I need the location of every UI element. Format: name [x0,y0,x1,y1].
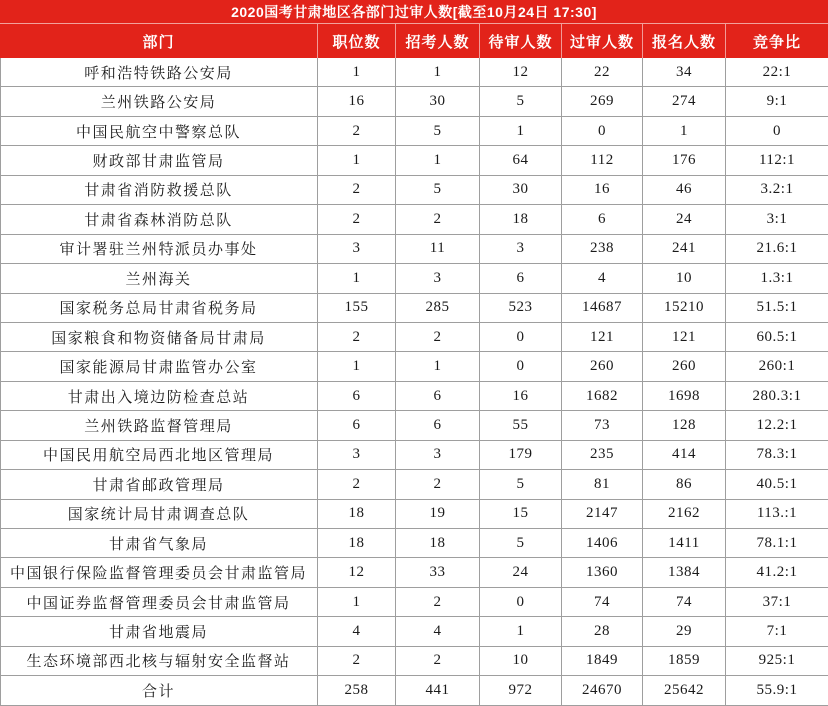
positions-cell: 155 [318,294,396,322]
passed-review-cell: 4 [562,264,643,292]
applicants-cell: 1384 [643,558,726,586]
positions-cell: 6 [318,411,396,439]
passed-review-cell: 81 [562,470,643,498]
recruits-cell: 33 [396,558,480,586]
department-name: 兰州铁路监督管理局 [0,411,318,439]
department-name: 兰州海关 [0,264,318,292]
pending-review-cell: 5 [480,87,562,115]
table-row [0,411,828,440]
recruits-cell: 3 [396,264,480,292]
header-pending-review: 待审人数 [480,24,562,58]
recruits-cell: 2 [396,647,480,675]
competition-ratio-cell: 3:1 [766,210,788,227]
header-row [0,24,828,58]
header-passed-review: 过审人数 [562,24,643,58]
recruits-cell: 1 [396,58,480,86]
passed-review-cell: 1682 [562,382,643,410]
table-row [0,529,828,558]
pending-review-cell: 30 [480,176,562,204]
table-row [0,235,828,264]
recruits-cell: 2 [396,588,480,616]
pending-review-cell: 64 [480,146,562,174]
department-name: 甘肃省气象局 [0,529,318,557]
total-recruits: 441 [396,676,480,704]
department-name: 中国银行保险监督管理委员会甘肃监管局 [0,558,318,586]
applicants-cell: 10 [643,264,726,292]
positions-cell: 2 [318,205,396,233]
passed-review-cell: 238 [562,235,643,263]
department-name: 甘肃省森林消防总队 [0,205,318,233]
table-row [0,647,828,676]
pending-review-cell: 0 [480,323,562,351]
pending-review-cell: 18 [480,205,562,233]
positions-cell: 1 [318,58,396,86]
passed-review-cell: 1849 [562,647,643,675]
passed-review-cell: 269 [562,87,643,115]
competition-ratio-cell: 51.5:1 [756,299,798,316]
passed-review-cell: 0 [562,117,643,145]
table-row [0,500,828,529]
passed-review-cell: 2147 [562,500,643,528]
pending-review-cell: 12 [480,58,562,86]
recruits-cell: 1 [396,352,480,380]
table-row [0,117,828,146]
department-name: 国家税务总局甘肃省税务局 [0,294,318,322]
applicants-cell: 241 [643,235,726,263]
total-passed-review: 24670 [562,676,643,704]
recruits-cell: 19 [396,500,480,528]
table-row [0,264,828,293]
total-row [0,676,828,705]
pending-review-cell: 3 [480,235,562,263]
recruits-cell: 4 [396,617,480,645]
department-name: 国家粮食和物资储备局甘肃局 [0,323,318,351]
positions-cell: 16 [318,87,396,115]
table-row [0,352,828,381]
competition-ratio-cell: 9:1 [766,93,788,110]
department-name: 甘肃省消防救援总队 [0,176,318,204]
table-row [0,617,828,646]
positions-cell: 18 [318,500,396,528]
table-row [0,87,828,116]
recruits-cell: 3 [396,441,480,469]
passed-review-cell: 16 [562,176,643,204]
recruits-cell: 5 [396,176,480,204]
positions-cell: 1 [318,264,396,292]
applicants-cell: 274 [643,87,726,115]
department-name: 甘肃省地震局 [0,617,318,645]
passed-review-cell: 121 [562,323,643,351]
recruits-cell: 30 [396,87,480,115]
table-row [0,558,828,587]
applicants-cell: 24 [643,205,726,233]
competition-ratio-cell: 78.3:1 [756,446,798,463]
positions-cell: 2 [318,470,396,498]
pending-review-cell: 15 [480,500,562,528]
applicants-cell: 1698 [643,382,726,410]
applicants-cell: 29 [643,617,726,645]
competition-ratio-cell: 3.2:1 [760,181,794,198]
positions-cell: 2 [318,647,396,675]
pending-review-cell: 5 [480,529,562,557]
competition-ratio-cell: 113.:1 [756,505,798,522]
competition-ratio-cell: 7:1 [766,623,788,640]
table-row [0,382,828,411]
pending-review-cell: 1 [480,117,562,145]
passed-review-cell: 1360 [562,558,643,586]
competition-ratio-cell: 0 [773,122,781,139]
recruits-cell: 18 [396,529,480,557]
department-name: 甘肃出入境边防检查总站 [0,382,318,410]
department-name: 国家能源局甘肃监管办公室 [0,352,318,380]
department-name: 兰州铁路公安局 [0,87,318,115]
passed-review-cell: 235 [562,441,643,469]
table-title: 2020国考甘肃地区各部门过审人数[截至10月24日 17:30] [0,0,828,24]
table-row [0,441,828,470]
table-row [0,323,828,352]
pending-review-cell: 0 [480,588,562,616]
applicants-cell: 1859 [643,647,726,675]
competition-ratio-cell: 78.1:1 [756,534,798,551]
applicants-cell: 1 [643,117,726,145]
applicants-cell: 2162 [643,500,726,528]
table-row [0,294,828,323]
passed-review-cell: 74 [562,588,643,616]
positions-cell: 18 [318,529,396,557]
header-positions: 职位数 [318,24,396,58]
applicants-cell: 15210 [643,294,726,322]
recruits-cell: 1 [396,146,480,174]
pending-review-cell: 24 [480,558,562,586]
header-recruits: 招考人数 [396,24,480,58]
table-row [0,176,828,205]
applicants-cell: 260 [643,352,726,380]
total-label: 合计 [0,676,318,704]
pending-review-cell: 5 [480,470,562,498]
recruits-cell: 2 [396,323,480,351]
passed-review-cell: 260 [562,352,643,380]
competition-ratio-cell: 21.6:1 [756,240,798,257]
competition-ratio-cell: 1.3:1 [760,269,794,286]
competition-ratio-cell: 280.3:1 [752,387,802,404]
competition-ratio-cell: 112:1 [758,152,796,169]
recruits-cell: 11 [396,235,480,263]
positions-cell: 3 [318,441,396,469]
applicants-cell: 86 [643,470,726,498]
recruits-cell: 285 [396,294,480,322]
competition-ratio-cell: 41.2:1 [756,564,798,581]
applicants-cell: 34 [643,58,726,86]
applicants-cell: 74 [643,588,726,616]
competition-ratio-cell: 260:1 [758,358,796,375]
positions-cell: 1 [318,352,396,380]
applicants-cell: 414 [643,441,726,469]
department-name: 中国民航空中警察总队 [0,117,318,145]
department-name: 甘肃省邮政管理局 [0,470,318,498]
positions-cell: 3 [318,235,396,263]
applicants-cell: 46 [643,176,726,204]
applicants-cell: 128 [643,411,726,439]
table-row [0,58,828,87]
positions-cell: 6 [318,382,396,410]
applicants-cell: 121 [643,323,726,351]
table-row [0,470,828,499]
pending-review-cell: 523 [480,294,562,322]
competition-ratio-cell: 925:1 [758,652,796,669]
applicants-cell: 176 [643,146,726,174]
positions-cell: 2 [318,323,396,351]
recruits-cell: 2 [396,470,480,498]
positions-cell: 12 [318,558,396,586]
competition-ratio-cell: 37:1 [762,593,792,610]
department-name: 生态环境部西北核与辐射安全监督站 [0,647,318,675]
department-name: 中国证券监督管理委员会甘肃监管局 [0,588,318,616]
positions-cell: 2 [318,117,396,145]
competition-ratio-cell: 60.5:1 [756,328,798,345]
pending-review-cell: 10 [480,647,562,675]
recruits-cell: 5 [396,117,480,145]
passed-review-cell: 73 [562,411,643,439]
pending-review-cell: 0 [480,352,562,380]
total-competition-ratio: 55.9:1 [756,681,798,698]
department-name: 财政部甘肃监管局 [0,146,318,174]
positions-cell: 1 [318,588,396,616]
department-name: 呼和浩特铁路公安局 [0,58,318,86]
recruits-cell: 2 [396,205,480,233]
applicants-cell: 1411 [643,529,726,557]
recruits-cell: 6 [396,382,480,410]
header-applicants: 报名人数 [643,24,726,58]
pending-review-cell: 179 [480,441,562,469]
total-positions: 258 [318,676,396,704]
competition-ratio-cell: 12.2:1 [756,416,798,433]
table-row [0,146,828,175]
positions-cell: 1 [318,146,396,174]
header-competition-ratio: 竞争比 [752,33,801,51]
passed-review-cell: 22 [562,58,643,86]
total-applicants: 25642 [643,676,726,704]
department-name: 国家统计局甘肃调查总队 [0,500,318,528]
header-department: 部门 [0,24,318,58]
table-row [0,205,828,234]
department-name: 审计署驻兰州特派员办事处 [0,235,318,263]
pending-review-cell: 6 [480,264,562,292]
passed-review-cell: 1406 [562,529,643,557]
positions-cell: 4 [318,617,396,645]
pending-review-cell: 16 [480,382,562,410]
passed-review-cell: 14687 [562,294,643,322]
competition-ratio-cell: 22:1 [762,63,792,80]
pending-review-cell: 55 [480,411,562,439]
positions-cell: 2 [318,176,396,204]
recruits-cell: 6 [396,411,480,439]
department-name: 中国民用航空局西北地区管理局 [0,441,318,469]
competition-ratio-cell: 40.5:1 [756,475,798,492]
passed-review-cell: 112 [562,146,643,174]
table-body [0,58,828,676]
table-row [0,588,828,617]
pending-review-cell: 1 [480,617,562,645]
total-pending-review: 972 [480,676,562,704]
passed-review-cell: 28 [562,617,643,645]
passed-review-cell: 6 [562,205,643,233]
